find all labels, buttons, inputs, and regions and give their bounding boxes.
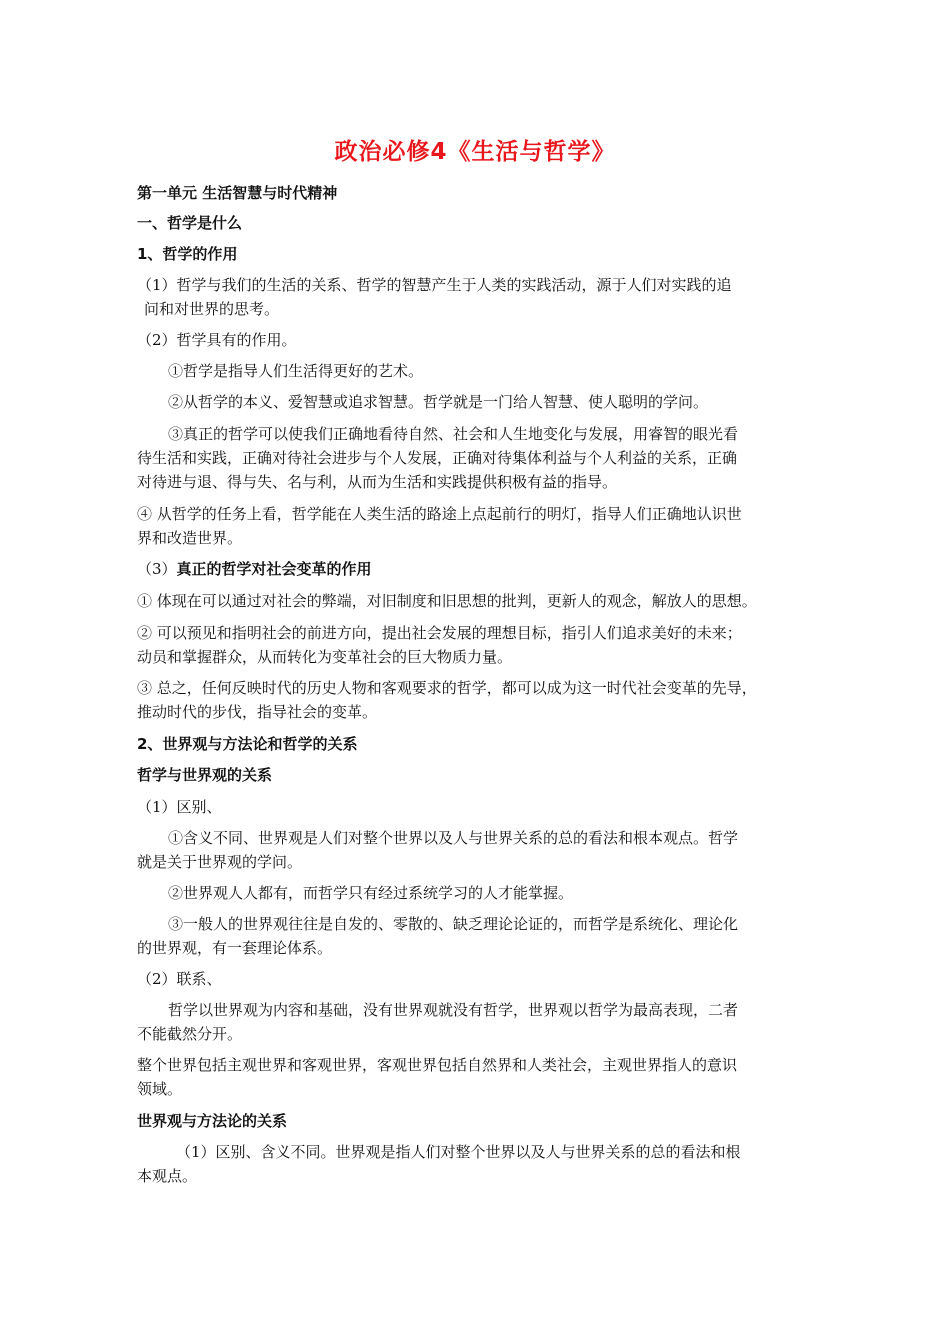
- bold-heading: 真正的哲学对社会变革的作用: [176, 560, 372, 578]
- list-item: ③真正的哲学可以使我们正确地看待自然、社会和人生地变化与发展，用睿智的眼光看: [168, 425, 739, 443]
- topic-heading: 哲学与世界观的关系: [137, 766, 273, 784]
- paragraph-number: （3）: [137, 560, 177, 578]
- list-item: ①含义不同、世界观是人们对整个世界以及人与世界关系的总的看法和根本观点。哲学: [168, 829, 739, 847]
- list-item: ③ 总之，任何反映时代的历史人物和客观要求的哲学，都可以成为这一时代社会变革的先导，: [137, 679, 757, 697]
- unit-heading: 第一单元 生活智慧与时代精神: [137, 184, 338, 202]
- list-item: ② 可以预见和指明社会的前进方向，提出社会发展的理想目标，指引人们追求美好的未来；: [137, 624, 742, 642]
- paragraph-line: （2）联系、: [137, 970, 222, 988]
- paragraph-line: （1）区别、: [137, 798, 222, 816]
- list-item-continued: 对待进与退、得与失、名与利，从而为生活和实践提供积极有益的指导。: [137, 473, 618, 491]
- list-item-continued: 界和改造世界。: [137, 529, 243, 547]
- document-title: 政治必修4《生活与哲学》: [334, 139, 616, 165]
- topic-heading: 世界观与方法论的关系: [137, 1112, 288, 1130]
- list-item-continued: 待生活和实践，正确对待社会进步与个人发展，正确对待集体利益与个人利益的关系，正确: [137, 449, 738, 467]
- paragraph-line: 哲学以世界观为内容和基础，没有世界观就没有哲学，世界观以哲学为最高表现，二者: [168, 1001, 739, 1019]
- paragraph-line: 整个世界包括主观世界和客观世界，客观世界包括自然界和人类社会，主观世界指人的意识: [137, 1056, 738, 1074]
- list-item-continued: 动员和掌握群众，从而转化为变革社会的巨大物质力量。: [137, 648, 513, 666]
- paragraph-line: 本观点。: [137, 1167, 198, 1185]
- list-item: ②从哲学的本义、爱智慧或追求智慧。哲学就是一门给人智慧、使人聪明的学问。: [168, 393, 709, 411]
- list-item: ②世界观人人都有，而哲学只有经过系统学习的人才能掌握。: [168, 884, 574, 902]
- section-heading: 一、哲学是什么: [137, 214, 243, 232]
- paragraph-line: （1）区别、含义不同。世界观是指人们对整个世界以及人与世界关系的总的看法和根: [176, 1143, 741, 1161]
- list-item-continued: 的世界观，有一套理论体系。: [137, 939, 333, 957]
- paragraph-line: 领域。: [137, 1080, 183, 1098]
- paragraph-line: 问和对世界的思考。: [144, 300, 280, 318]
- list-item: ③一般人的世界观往往是自发的、零散的、缺乏理论论证的，而哲学是系统化、理论化: [168, 915, 739, 933]
- paragraph-line: 不能截然分开。: [137, 1025, 243, 1043]
- list-item-continued: 就是关于世界观的学问。: [137, 853, 303, 871]
- list-item: ④ 从哲学的任务上看，哲学能在人类生活的路途上点起前行的明灯，指导人们正确地认识世: [137, 505, 742, 523]
- list-item: ①哲学是指导人们生活得更好的艺术。: [168, 362, 424, 380]
- subsection-heading: 1、哲学的作用: [137, 245, 238, 263]
- subsection-heading: 2、世界观与方法论和哲学的关系: [137, 735, 358, 753]
- list-item: ① 体现在可以通过对社会的弊端，对旧制度和旧思想的批判，更新人的观念，解放人的思想。: [137, 592, 757, 610]
- paragraph-line: [137, 557, 827, 581]
- paragraph-line: （1）哲学与我们的生活的关系、哲学的智慧产生于人类的实践活动，源于人们对实践的追: [137, 276, 732, 294]
- list-item-continued: 推动时代的步伐，指导社会的变革。: [137, 703, 378, 721]
- paragraph-line: （2）哲学具有的作用。: [137, 331, 297, 349]
